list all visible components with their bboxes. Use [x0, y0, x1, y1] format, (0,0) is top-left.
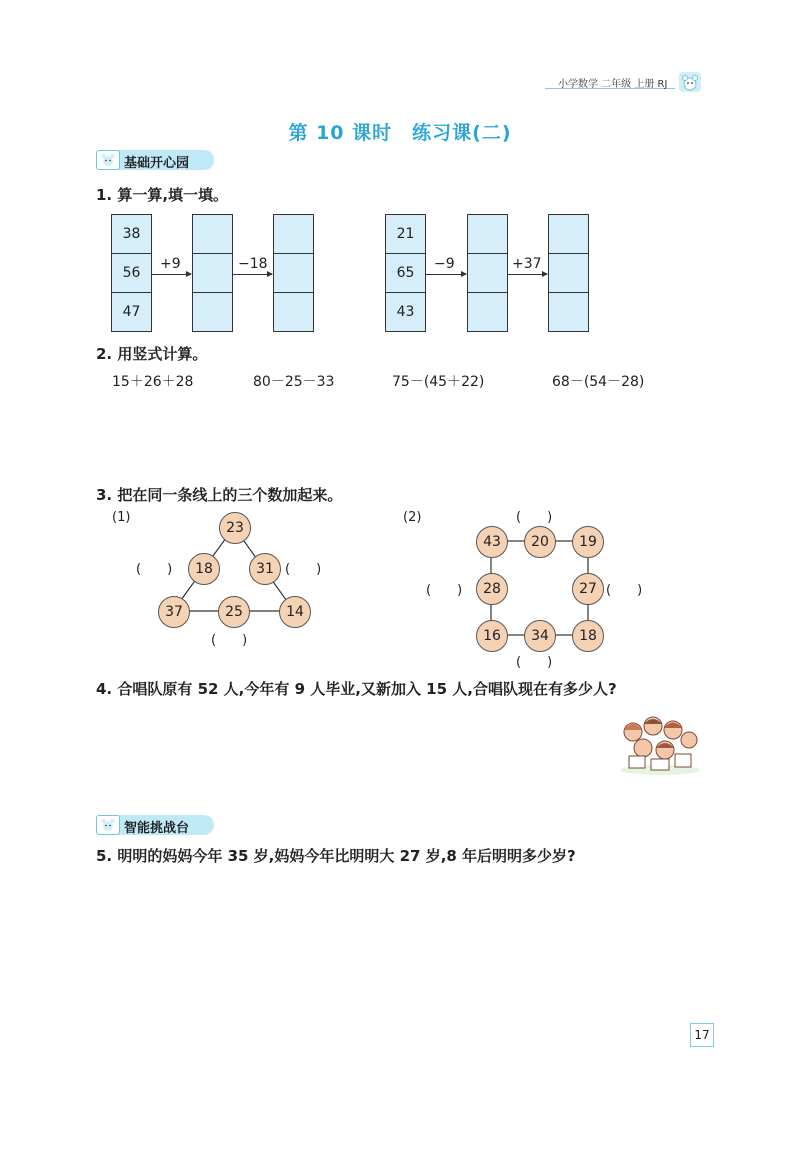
answer-blank[interactable]: ( ) [606, 583, 643, 598]
start-value: 47 [122, 304, 141, 320]
answer-blank[interactable]: ( ) [211, 633, 248, 648]
start-value: 38 [112, 215, 151, 254]
operation-label: −9 [434, 256, 455, 272]
header-subject: 小学数学 二年级 上册 RJ [558, 79, 668, 90]
answer-blank[interactable]: ( ) [136, 562, 173, 577]
operation-label: +9 [160, 256, 181, 272]
number-circle: 28 [476, 573, 508, 605]
section-tag-label: 基础开心园 [124, 156, 190, 171]
start-value: 65 [386, 254, 425, 293]
start-value: 56 [112, 254, 151, 293]
number-circle: 20 [524, 526, 556, 558]
number-circle: 19 [572, 526, 604, 558]
operation-label: +37 [512, 256, 542, 272]
number-circle: 18 [572, 620, 604, 652]
answer-blank[interactable]: ( ) [516, 510, 553, 525]
answer-blank[interactable]: ( ) [516, 655, 553, 670]
question-5-prompt: 5. 明明的妈妈今年 35 岁,妈妈今年比明明大 27 岁,8 年后明明多少岁? [96, 847, 576, 865]
part-label: (1) [112, 510, 131, 525]
number-circle: 31 [249, 553, 281, 585]
choir-illustration [615, 712, 705, 780]
question-4-prompt: 4. 合唱队原有 52 人,今年有 9 人毕业,又新加入 15 人,合唱队现在有多少人? [96, 680, 617, 698]
start-value: 43 [396, 304, 415, 320]
part-label: (2) [403, 510, 422, 525]
expression: 15＋26＋28 [112, 374, 194, 390]
number-circle: 37 [158, 596, 190, 628]
operation-label: −18 [238, 256, 268, 272]
question-1-prompt: 1. 算一算,填一填。 [96, 186, 229, 204]
number-circle: 43 [476, 526, 508, 558]
number-circle: 34 [524, 620, 556, 652]
bear-icon [96, 815, 120, 835]
expression: 80－25－33 [253, 374, 335, 390]
number-circle: 18 [188, 553, 220, 585]
expression: 68－(54－28) [552, 374, 645, 390]
lesson-title: 第 10 课时 练习课(二) [288, 122, 512, 144]
number-circle: 25 [218, 596, 250, 628]
number-circle: 23 [219, 512, 251, 544]
section-tag-label: 智能挑战台 [124, 821, 190, 836]
expression: 75－(45＋22) [392, 374, 485, 390]
number-circle: 27 [572, 573, 604, 605]
question-2-prompt: 2. 用竖式计算。 [96, 345, 208, 363]
page-number: 17 [690, 1023, 714, 1047]
number-circle: 16 [476, 620, 508, 652]
answer-blank[interactable]: ( ) [285, 562, 322, 577]
start-value: 21 [386, 215, 425, 254]
question-3-prompt: 3. 把在同一条线上的三个数加起来。 [96, 486, 343, 504]
number-circle: 14 [279, 596, 311, 628]
answer-blank[interactable]: ( ) [426, 583, 463, 598]
